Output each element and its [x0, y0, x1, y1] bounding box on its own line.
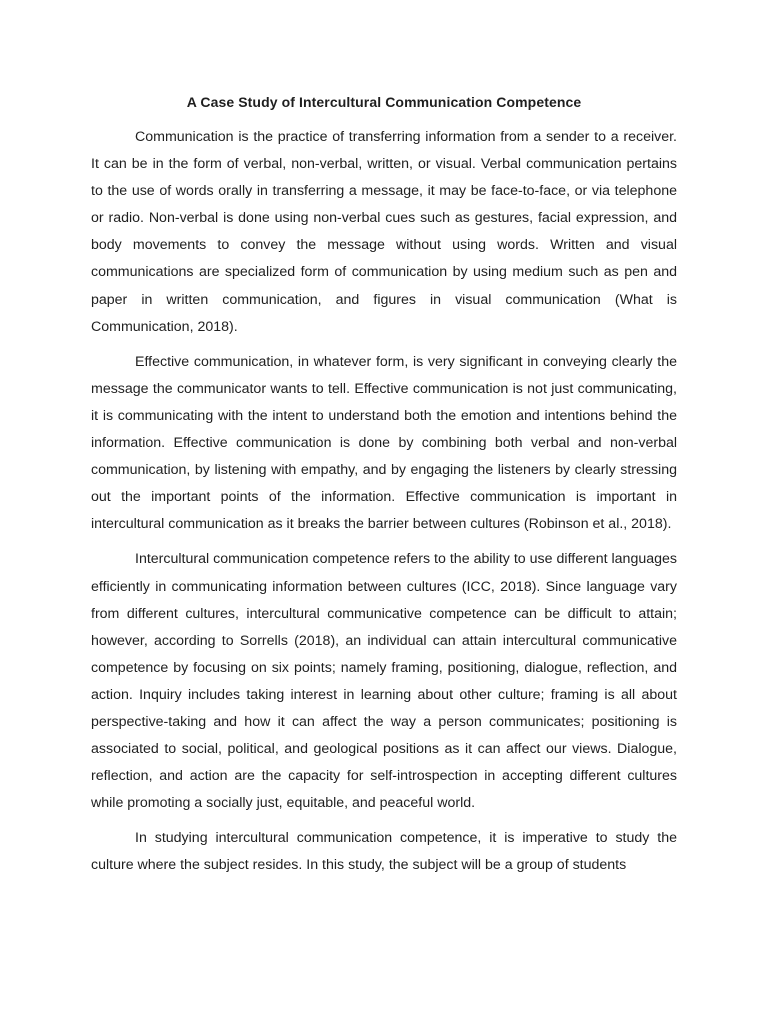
document-body — [91, 124, 677, 888]
document-title: A Case Study of Intercultural Communication Competence — [186, 94, 582, 110]
paragraph-communication-definition: Communication is the practice of transferring information from a sender to a receiver. It can be in the form of verbal, non-verbal, written, or visual. Verbal communication pertains to the use of words orally in transferring a message, it may be face-to-face, or via telephone or radio. Non-verbal is done using non-verbal cues such as gestures, facial expression, and body movements to convey the message without using words. Written and visual communications are specialized form of communication by using medium such as pen and paper in written communication, and figures in visual communication (What is Communication, 2018). — [91, 129, 677, 335]
paragraph-effective-communication: Effective communication, in whatever form, is very significant in conveying clearly the message the communicator wants to tell. Effective communication is not just communicating, it is communicating with the intent to understand both the emotion and intentions behind the information. Effective communication is done by combining both verbal and non-verbal communication, by listening with empathy, and by engaging the listeners by clearly stressing out the important points of the information. Effective communication is important in intercultural communication as it breaks the barrier between cultures (Robinson et al., 2018). — [91, 353, 677, 533]
paragraph-intercultural-competence: Intercultural communication competence refers to the ability to use different languages efficiently in communicating information between cultures (ICC, 2018). Since language vary from different cultures, intercultural communicative competence can be difficult to attain; however, according to Sorrells (2018), an individual can attain intercultural communicative competence by focusing on six points; namely framing, positioning, dialogue, reflection, and action. Inquiry includes taking interest in learning about other culture; framing is all about perspective-taking and how it can affect the way a person communicates; positioning is associated to social, political, and geological positions as it can affect our views. Dialogue, reflection, and action are the capacity for self-introspection in accepting different cultures while promoting a socially just, equitable, and peaceful world. — [91, 551, 677, 812]
paragraph-study-subject: In studying intercultural communication competence, it is imperative to study the culture where the subject resides. In this study, the subject will be a group of students — [91, 830, 677, 874]
